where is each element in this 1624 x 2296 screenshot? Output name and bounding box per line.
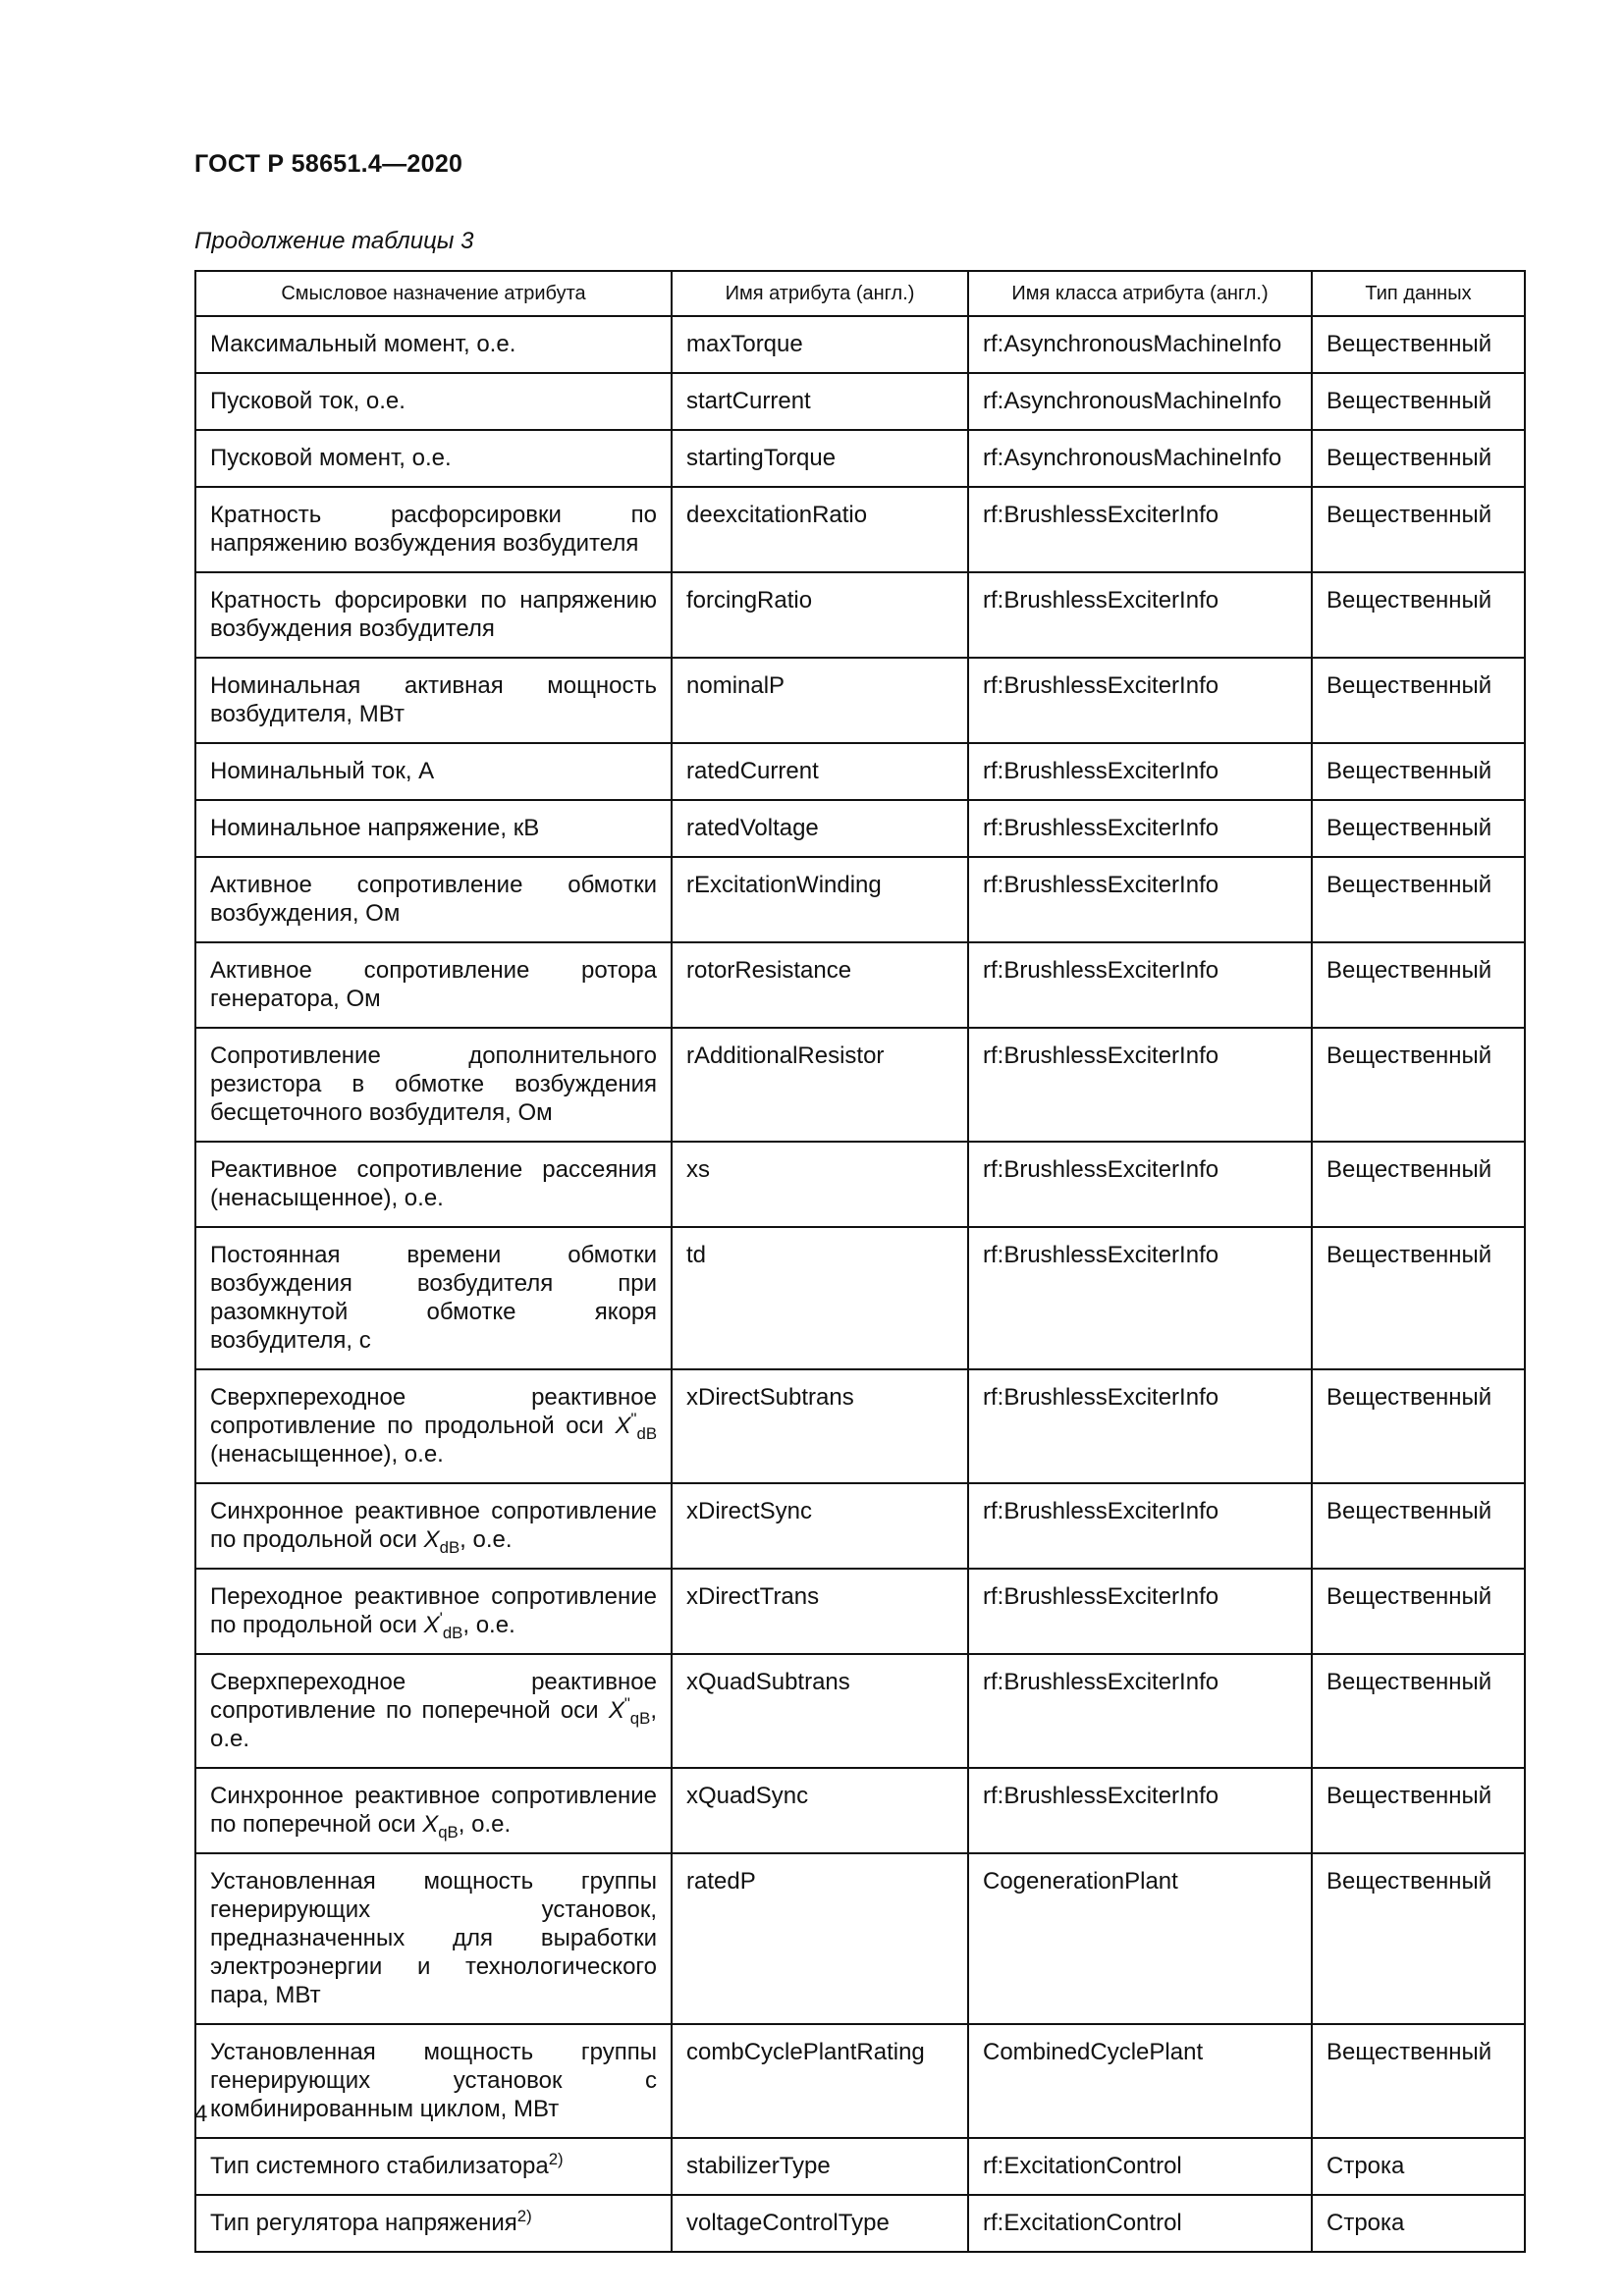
cell-meaning <box>195 2138 672 2195</box>
table-header-row <box>195 271 1525 316</box>
cell-attribute-class: rf:AsynchronousMachineInfo <box>968 430 1312 487</box>
cell-data-type: Вещественный <box>1312 1369 1525 1483</box>
table-row <box>195 1369 1525 1483</box>
table-row <box>195 487 1525 572</box>
cell-meaning <box>195 1654 672 1768</box>
table-row <box>195 1483 1525 1569</box>
cell-meaning <box>195 1569 672 1654</box>
cell-data-type: Вещественный <box>1312 1654 1525 1768</box>
table-row <box>195 1142 1525 1227</box>
cell-data-type: Вещественный <box>1312 2024 1525 2138</box>
meaning-tail: , о.е. <box>458 1811 512 1838</box>
cell-attribute-class: rf:BrushlessExciterInfo <box>968 658 1312 743</box>
meaning-text: Переходное реактивное сопротивление по продольной оси <box>210 1583 657 1638</box>
cell-attribute-name: nominalP <box>672 658 968 743</box>
page-number: 4 <box>194 2101 208 2127</box>
cell-meaning <box>195 1227 672 1369</box>
variable-symbol: X <box>422 1811 439 1838</box>
meaning-text: Установленная мощность группы генерирующих установок с комбинированным циклом, МВт <box>210 2039 657 2122</box>
cell-attribute-name: xQuadSync <box>672 1768 968 1853</box>
meaning-text: Сверхпереходное реактивное сопротивление по поперечной оси <box>210 1669 657 1724</box>
cell-data-type: Вещественный <box>1312 316 1525 373</box>
table-row <box>195 1227 1525 1369</box>
table-row <box>195 1654 1525 1768</box>
meaning-text: Сопротивление дополнительного резистора в обмотке возбуждения бесщеточного возбудителя, Ом <box>210 1042 657 1126</box>
cell-attribute-name: xDirectSync <box>672 1483 968 1569</box>
variable-symbol: X <box>423 1526 440 1553</box>
footnote-marker: 2) <box>548 2150 564 2168</box>
cell-data-type: Вещественный <box>1312 1142 1525 1227</box>
meaning-tail: , о.е. <box>462 1612 515 1638</box>
cell-meaning <box>195 2195 672 2252</box>
cell-attribute-name: forcingRatio <box>672 572 968 658</box>
attributes-table <box>194 270 1526 2253</box>
cell-data-type: Строка <box>1312 2195 1525 2252</box>
cell-meaning <box>195 487 672 572</box>
cell-attribute-name: stabilizerType <box>672 2138 968 2195</box>
variable-subscript: qB <box>438 1822 459 1842</box>
variable-subscript: qB <box>629 1708 651 1728</box>
cell-attribute-name: rAdditionalResistor <box>672 1028 968 1142</box>
meaning-text: Номинальное напряжение, кВ <box>210 815 540 841</box>
meaning-text: Пусковой момент, о.е. <box>210 445 452 471</box>
cell-attribute-name: maxTorque <box>672 316 968 373</box>
meaning-text: Тип системного стабилизатора <box>210 2153 549 2179</box>
cell-meaning <box>195 316 672 373</box>
cell-attribute-class: rf:ExcitationControl <box>968 2138 1312 2195</box>
meaning-text: Пусковой ток, о.е. <box>210 388 406 414</box>
cell-attribute-class: rf:AsynchronousMachineInfo <box>968 316 1312 373</box>
cell-attribute-name: voltageControlType <box>672 2195 968 2252</box>
cell-attribute-name: startingTorque <box>672 430 968 487</box>
variable-symbol: X <box>615 1413 631 1439</box>
meaning-text: Тип регулятора напряжения <box>210 2210 517 2236</box>
table-row <box>195 800 1525 857</box>
cell-attribute-class: rf:BrushlessExciterInfo <box>968 1028 1312 1142</box>
cell-attribute-name: xs <box>672 1142 968 1227</box>
cell-attribute-class: rf:ExcitationControl <box>968 2195 1312 2252</box>
meaning-text: Номинальная активная мощность возбудителя, МВт <box>210 672 657 727</box>
table-row <box>195 1028 1525 1142</box>
column-header-meaning: Смысловое назначение атрибута <box>195 271 672 316</box>
cell-attribute-class: CombinedCyclePlant <box>968 2024 1312 2138</box>
table-row <box>195 2138 1525 2195</box>
cell-data-type: Вещественный <box>1312 1227 1525 1369</box>
cell-data-type: Вещественный <box>1312 487 1525 572</box>
cell-attribute-name: ratedCurrent <box>672 743 968 800</box>
cell-attribute-class: rf:BrushlessExciterInfo <box>968 1569 1312 1654</box>
cell-meaning <box>195 572 672 658</box>
cell-meaning <box>195 1768 672 1853</box>
column-header-data-type: Тип данных <box>1312 271 1525 316</box>
variable-prime-mark: ' <box>439 1609 443 1628</box>
cell-attribute-name: xQuadSubtrans <box>672 1654 968 1768</box>
cell-meaning <box>195 373 672 430</box>
meaning-text: Номинальный ток, А <box>210 758 435 784</box>
cell-attribute-class: rf:BrushlessExciterInfo <box>968 572 1312 658</box>
cell-attribute-name: combCyclePlantRating <box>672 2024 968 2138</box>
column-header-attribute-name: Имя атрибута (англ.) <box>672 271 968 316</box>
cell-meaning <box>195 430 672 487</box>
table-row <box>195 942 1525 1028</box>
table-row <box>195 857 1525 942</box>
table-row <box>195 373 1525 430</box>
meaning-text: Сверхпереходное реактивное сопротивление по продольной оси <box>210 1384 657 1439</box>
cell-attribute-class: rf:BrushlessExciterInfo <box>968 800 1312 857</box>
cell-data-type: Вещественный <box>1312 1569 1525 1654</box>
variable-prime-mark: " <box>630 1410 637 1428</box>
cell-attribute-name: rotorResistance <box>672 942 968 1028</box>
variable-subscript: dB <box>636 1423 658 1443</box>
cell-data-type: Вещественный <box>1312 1768 1525 1853</box>
variable-symbol: X <box>608 1697 624 1724</box>
meaning-text: Кратность расфорсировки по напряжению возбуждения возбудителя <box>210 502 657 557</box>
cell-data-type: Вещественный <box>1312 572 1525 658</box>
cell-attribute-name: xDirectSubtrans <box>672 1369 968 1483</box>
document-standard-header: ГОСТ Р 58651.4—2020 <box>194 150 463 178</box>
footnote-marker: 2) <box>516 2207 532 2225</box>
table-row <box>195 316 1525 373</box>
cell-data-type: Вещественный <box>1312 1028 1525 1142</box>
variable-subscript: dB <box>442 1623 463 1642</box>
meaning-text: Реактивное сопротивление рассеяния (ненасыщенное), о.е. <box>210 1156 657 1211</box>
cell-attribute-class: rf:BrushlessExciterInfo <box>968 1483 1312 1569</box>
cell-attribute-class: rf:BrushlessExciterInfo <box>968 743 1312 800</box>
meaning-text: Постоянная времени обмотки возбуждения возбудителя при разомкнутой обмотке якоря возбудителя, с <box>210 1242 657 1354</box>
meaning-text: Активное сопротивление ротора генератора, Ом <box>210 957 657 1012</box>
meaning-text: Активное сопротивление обмотки возбуждения, Ом <box>210 872 657 927</box>
cell-data-type: Вещественный <box>1312 1853 1525 2024</box>
cell-meaning <box>195 942 672 1028</box>
cell-meaning <box>195 857 672 942</box>
cell-attribute-class: rf:BrushlessExciterInfo <box>968 1227 1312 1369</box>
cell-meaning <box>195 1028 672 1142</box>
cell-meaning <box>195 1369 672 1483</box>
cell-meaning <box>195 743 672 800</box>
cell-attribute-name: rExcitationWinding <box>672 857 968 942</box>
cell-data-type: Вещественный <box>1312 857 1525 942</box>
cell-data-type: Вещественный <box>1312 743 1525 800</box>
cell-data-type: Строка <box>1312 2138 1525 2195</box>
cell-meaning <box>195 1483 672 1569</box>
table-caption: Продолжение таблицы 3 <box>194 228 474 254</box>
variable-subscript: dB <box>439 1537 460 1557</box>
meaning-text: Синхронное реактивное сопротивление по продольной оси <box>210 1498 657 1553</box>
cell-attribute-class: rf:BrushlessExciterInfo <box>968 1654 1312 1768</box>
cell-attribute-class: rf:BrushlessExciterInfo <box>968 1142 1312 1227</box>
table-row <box>195 430 1525 487</box>
meaning-tail: , о.е. <box>210 1697 657 1752</box>
cell-attribute-class: rf:AsynchronousMachineInfo <box>968 373 1312 430</box>
table-row <box>195 658 1525 743</box>
cell-data-type: Вещественный <box>1312 658 1525 743</box>
cell-meaning <box>195 1142 672 1227</box>
cell-attribute-class: rf:BrushlessExciterInfo <box>968 857 1312 942</box>
cell-data-type: Вещественный <box>1312 800 1525 857</box>
cell-attribute-name: startCurrent <box>672 373 968 430</box>
cell-attribute-class: rf:BrushlessExciterInfo <box>968 942 1312 1028</box>
cell-meaning <box>195 800 672 857</box>
cell-attribute-class: rf:BrushlessExciterInfo <box>968 1369 1312 1483</box>
table-row <box>195 2024 1525 2138</box>
meaning-text: Установленная мощность группы генерирующих установок, предназначенных для выработки электроэнергии и технологического пара, МВт <box>210 1868 657 2008</box>
variable-symbol: X <box>423 1612 440 1638</box>
cell-attribute-name: td <box>672 1227 968 1369</box>
table-row <box>195 1768 1525 1853</box>
meaning-text: Максимальный момент, о.е. <box>210 331 516 357</box>
cell-attribute-name: ratedVoltage <box>672 800 968 857</box>
meaning-text: Кратность форсировки по напряжению возбуждения возбудителя <box>210 587 657 642</box>
variable-prime-mark: " <box>623 1694 630 1713</box>
cell-data-type: Вещественный <box>1312 942 1525 1028</box>
cell-data-type: Вещественный <box>1312 430 1525 487</box>
cell-meaning <box>195 1853 672 2024</box>
table-row <box>195 572 1525 658</box>
cell-data-type: Вещественный <box>1312 1483 1525 1569</box>
cell-attribute-class: rf:BrushlessExciterInfo <box>968 1768 1312 1853</box>
table-row <box>195 1853 1525 2024</box>
cell-attribute-name: xDirectTrans <box>672 1569 968 1654</box>
meaning-tail: (ненасыщенное), о.е. <box>210 1441 444 1468</box>
cell-data-type: Вещественный <box>1312 373 1525 430</box>
cell-attribute-name: ratedP <box>672 1853 968 2024</box>
meaning-text: Синхронное реактивное сопротивление по поперечной оси <box>210 1783 657 1838</box>
meaning-tail: , о.е. <box>460 1526 513 1553</box>
table-row <box>195 2195 1525 2252</box>
cell-meaning <box>195 2024 672 2138</box>
column-header-attribute-class: Имя класса атрибута (англ.) <box>968 271 1312 316</box>
cell-meaning <box>195 658 672 743</box>
table-row <box>195 1569 1525 1654</box>
table-row <box>195 743 1525 800</box>
cell-attribute-class: CogenerationPlant <box>968 1853 1312 2024</box>
cell-attribute-name: deexcitationRatio <box>672 487 968 572</box>
cell-attribute-class: rf:BrushlessExciterInfo <box>968 487 1312 572</box>
